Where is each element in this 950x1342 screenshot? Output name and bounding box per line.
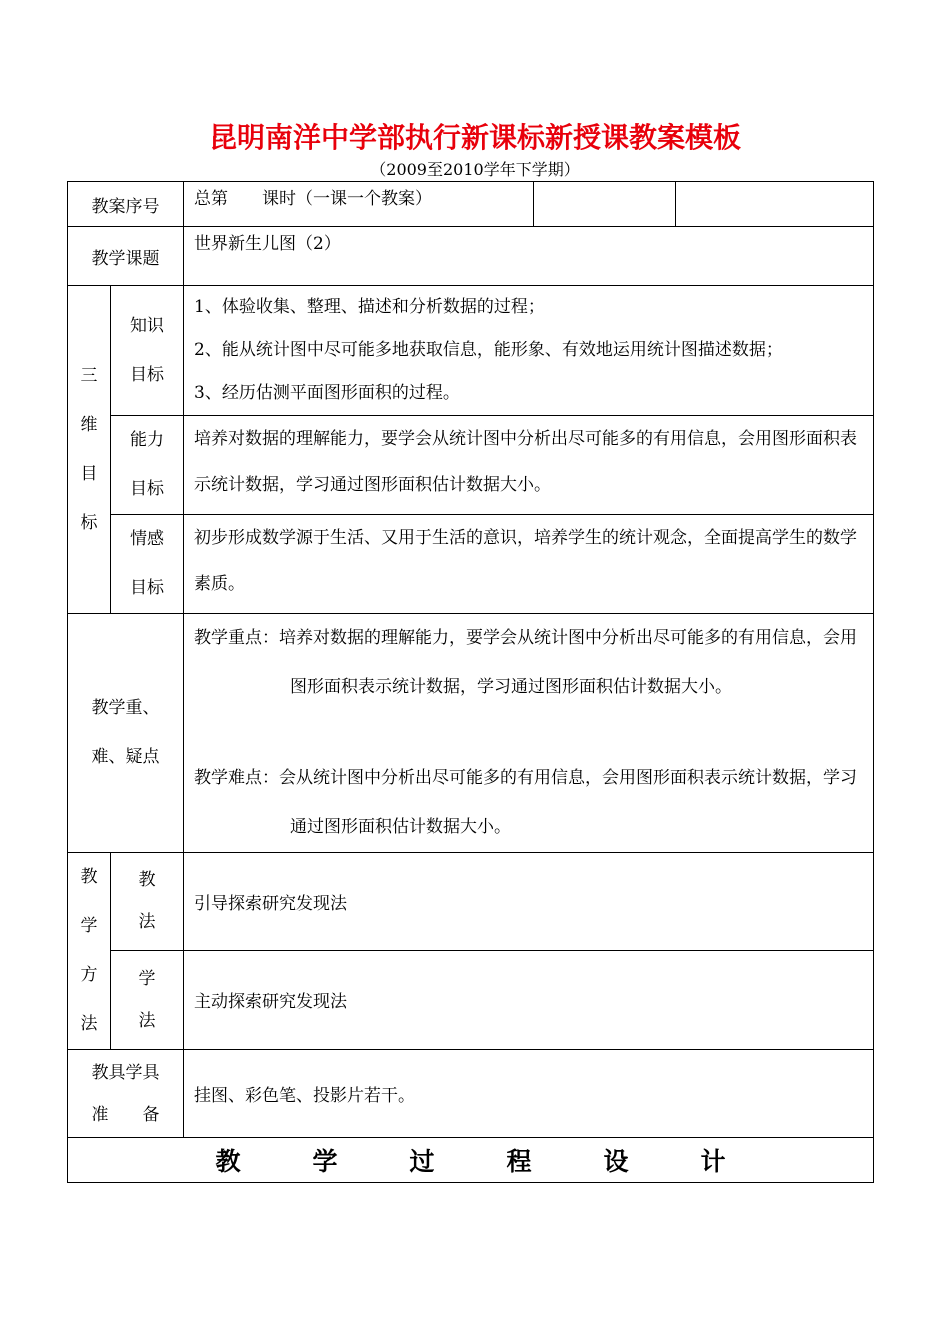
- label-teaching-aids: 教具学具 准 备: [68, 1050, 184, 1138]
- label-ability-goal: 能力 目标: [111, 416, 184, 515]
- value-learning-method: 主动探索研究发现法: [184, 950, 874, 1049]
- label-lesson-sequence: 教案序号: [68, 182, 184, 227]
- row-ability-goal: [68, 416, 874, 515]
- blank-cell-2: [676, 182, 874, 227]
- value-teaching-aids: 挂图、彩色笔、投影片若干。: [184, 1050, 874, 1138]
- row-lesson-sequence: [68, 182, 874, 227]
- row-lesson-topic: [68, 227, 874, 286]
- label-three-dimension-goals: 三 维 目 标: [68, 286, 111, 614]
- label-learning-method: 学 法: [111, 950, 184, 1049]
- row-knowledge-goal: [68, 286, 874, 416]
- value-lesson-topic: 世界新生儿图（2）: [184, 227, 874, 286]
- value-emotion-goal: 初步形成数学源于生活、又用于生活的意识，培养学生的统计观念，全面提高学生的数学素质。: [184, 515, 874, 614]
- key-point-text: 教学重点：培养对数据的理解能力，要学会从统计图中分析出尽可能多的有用信息，会用图形面积表示统计数据，学习通过图形面积估计数据大小。: [194, 628, 857, 697]
- value-lesson-sequence: 总第 课时（一课一个教案）: [184, 182, 534, 227]
- knowledge-item: 1、体验收集、整理、描述和分析数据的过程；: [194, 297, 545, 317]
- value-teaching-method: 引导探索研究发现法: [184, 853, 874, 951]
- label-teaching-learning-methods: 教 学 方 法: [68, 853, 111, 1050]
- process-design-heading: 教 学 过 程 设 计: [68, 1138, 874, 1183]
- row-teaching-method: [68, 853, 874, 951]
- document-subtitle: （2009至2010学年下学期）: [370, 160, 580, 179]
- row-emotion-goal: [68, 515, 874, 614]
- label-knowledge-goal: 知识 目标: [111, 286, 184, 416]
- blank-cell-1: [534, 182, 676, 227]
- label-lesson-topic: 教学课题: [68, 227, 184, 286]
- value-knowledge-goal: [184, 286, 874, 416]
- value-key-difficult-points: [184, 614, 874, 853]
- difficulty-text: 教学难点：会从统计图中分析出尽可能多的有用信息，会用图形面积表示统计数据，学习通过图形面积估计数据大小。: [194, 768, 857, 837]
- label-key-difficult-points: 教学重、 难、疑点: [68, 614, 184, 853]
- lesson-plan-table: [67, 181, 874, 1183]
- row-process-design: [68, 1138, 874, 1183]
- row-teaching-aids: [68, 1050, 874, 1138]
- knowledge-item: 2、能从统计图中尽可能多地获取信息，能形象、有效地运用统计图描述数据；: [194, 340, 783, 360]
- row-key-difficult-points: [68, 614, 874, 853]
- document-title: 昆明南洋中学部执行新课标新授课教案模板: [208, 121, 741, 154]
- label-emotion-goal: 情感 目标: [111, 515, 184, 614]
- value-ability-goal: 培养对数据的理解能力，要学会从统计图中分析出尽可能多的有用信息，会用图形面积表示统计数据，学习通过图形面积估计数据大小。: [184, 416, 874, 515]
- knowledge-item: 3、经历估测平面图形面积的过程。: [194, 383, 460, 403]
- label-teaching-method: 教 法: [111, 853, 184, 951]
- row-learning-method: [68, 950, 874, 1049]
